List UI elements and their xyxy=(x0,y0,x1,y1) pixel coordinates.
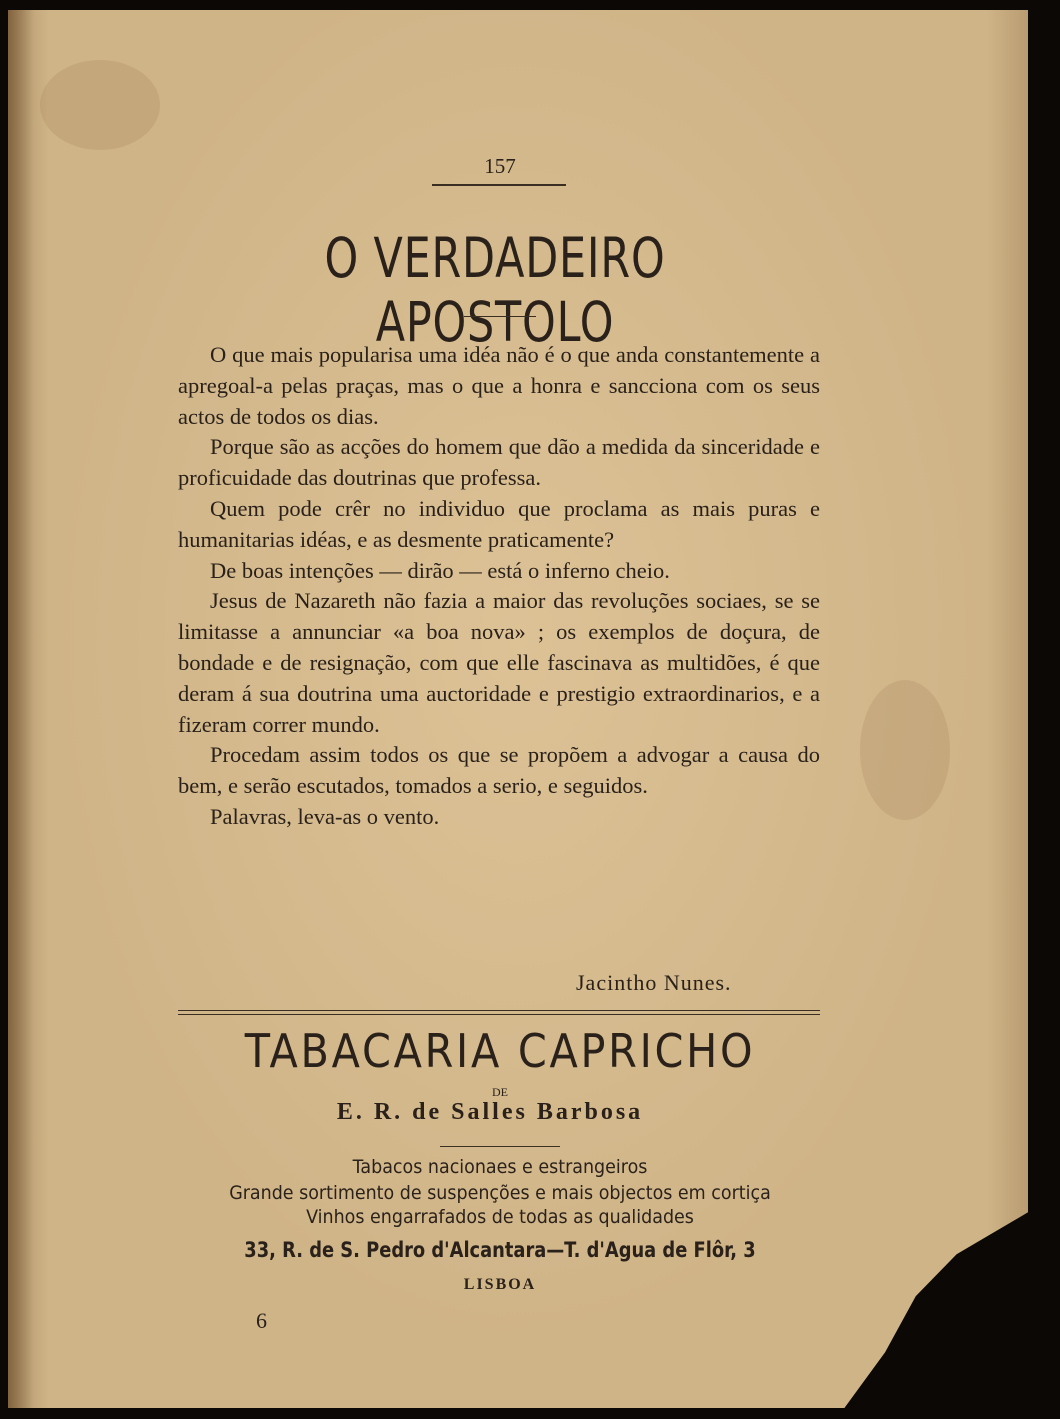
article-paragraph: Porque são as acções do homem que dão a medida da sinceridade e proficuidade das doutrinas que professa. xyxy=(178,434,820,491)
article-title: O VERDADEIRO APOSTOLO xyxy=(324,226,666,354)
page-number: 157 xyxy=(484,154,516,178)
divider-rule xyxy=(432,184,566,186)
ad-owner-name: E. R. de Salles Barbosa xyxy=(336,1099,644,1125)
article-paragraph: Palavras, leva-as o vento. xyxy=(210,803,440,829)
ad-line: Grande sortimento de suspenções e mais objectos em cortiça xyxy=(229,1182,771,1204)
divider-rule xyxy=(464,316,536,317)
article-body xyxy=(178,340,820,833)
ad-shop-name: TABACARIA CAPRICHO xyxy=(244,1024,756,1078)
article-author: Jacintho Nunes. xyxy=(576,970,732,995)
article-paragraph: Procedam assim todos os que se propõem a advogar a causa do bem, e serão escutados, tomados a serio, e seguidos. xyxy=(178,742,820,799)
article-paragraph: De boas intenções — dirão — está o inferno cheio. xyxy=(210,557,670,583)
ad-address: 33, R. de S. Pedro d'Alcantara—T. d'Agua de Flôr, 3 xyxy=(244,1238,756,1262)
ad-line: Vinhos engarrafados de todas as qualidades xyxy=(306,1206,694,1228)
signature-mark: 6 xyxy=(256,1308,267,1333)
divider-rule xyxy=(440,1146,560,1147)
ad-line: Tabacos nacionaes e estrangeiros xyxy=(352,1156,648,1178)
ad-border-top xyxy=(178,1010,820,1011)
paper-stain xyxy=(40,60,160,150)
ad-de: DE xyxy=(492,1085,508,1099)
article-paragraph: Quem pode crêr no individuo que proclama as mais puras e humanitarias idéas, e as desmente praticamente? xyxy=(178,495,820,552)
ad-border-top xyxy=(178,1014,820,1015)
ad-city: LISBOA xyxy=(463,1276,537,1293)
paper-stain xyxy=(860,680,950,820)
article-paragraph: O que mais popularisa uma idéa não é o que anda constantemente a apregoal-a pelas praças, mas o que a honra e sancciona com os seus actos de todos os dias. xyxy=(178,342,820,429)
article-paragraph: Jesus de Nazareth não fazia a maior das revoluções sociaes, se se limitasse a annunciar «a boa nova» ; os exemplos de doçura, de bondade e de resignação, com que elle fascinava as multidões, é que deram á sua doutrina uma auctoridade e prestigio extraordinarios, e a fizeram correr mundo. xyxy=(178,588,820,737)
